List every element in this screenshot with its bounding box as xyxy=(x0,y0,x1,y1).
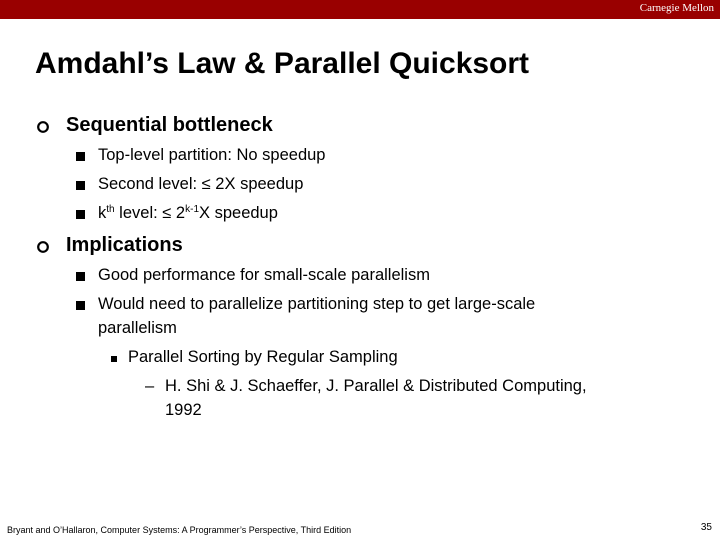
bullet-text: Top-level partition: No speedup xyxy=(98,146,326,164)
reference-text-continued: 1992 xyxy=(165,401,202,419)
section-heading: Implications xyxy=(66,234,183,256)
section-heading: Sequential bottleneck xyxy=(66,114,273,136)
ring-bullet-icon xyxy=(36,120,50,134)
square-bullet-icon xyxy=(76,210,85,219)
square-bullet-icon xyxy=(76,301,85,310)
square-bullet-icon xyxy=(76,181,85,190)
bullet-text: Would need to parallelize partitioning step to get large-scale xyxy=(98,295,536,313)
bullet-text: $k^{th}$ level: ≤ $2^{k-1}X$ speedup xyxy=(98,204,278,222)
small-square-bullet-icon xyxy=(111,356,117,362)
slide-title: Amdahl’s Law & Parallel Quicksort xyxy=(35,47,530,80)
reference-text: H. Shi & J. Schaeffer, J. Parallel & Distributed Computing, xyxy=(165,377,587,395)
header-bar xyxy=(0,0,720,19)
ring-bullet-icon xyxy=(36,240,50,254)
bullet-text: Good performance for small-scale parallelism xyxy=(98,266,430,284)
sub-bullet-text: Parallel Sorting by Regular Sampling xyxy=(128,348,398,366)
square-bullet-icon xyxy=(76,272,85,281)
square-bullet-icon xyxy=(76,152,85,161)
brand-label: Carnegie Mellon xyxy=(639,2,714,14)
page-number: 35 xyxy=(700,522,712,533)
dash-bullet: – xyxy=(145,377,155,395)
footer-credit: Bryant and O’Hallaron, Computer Systems: A Programmer’s Perspective, Third Edition xyxy=(7,525,352,535)
bullet-text: Second level: ≤ 2X speedup xyxy=(98,175,304,193)
bullet-text-continued: parallelism xyxy=(98,319,177,337)
